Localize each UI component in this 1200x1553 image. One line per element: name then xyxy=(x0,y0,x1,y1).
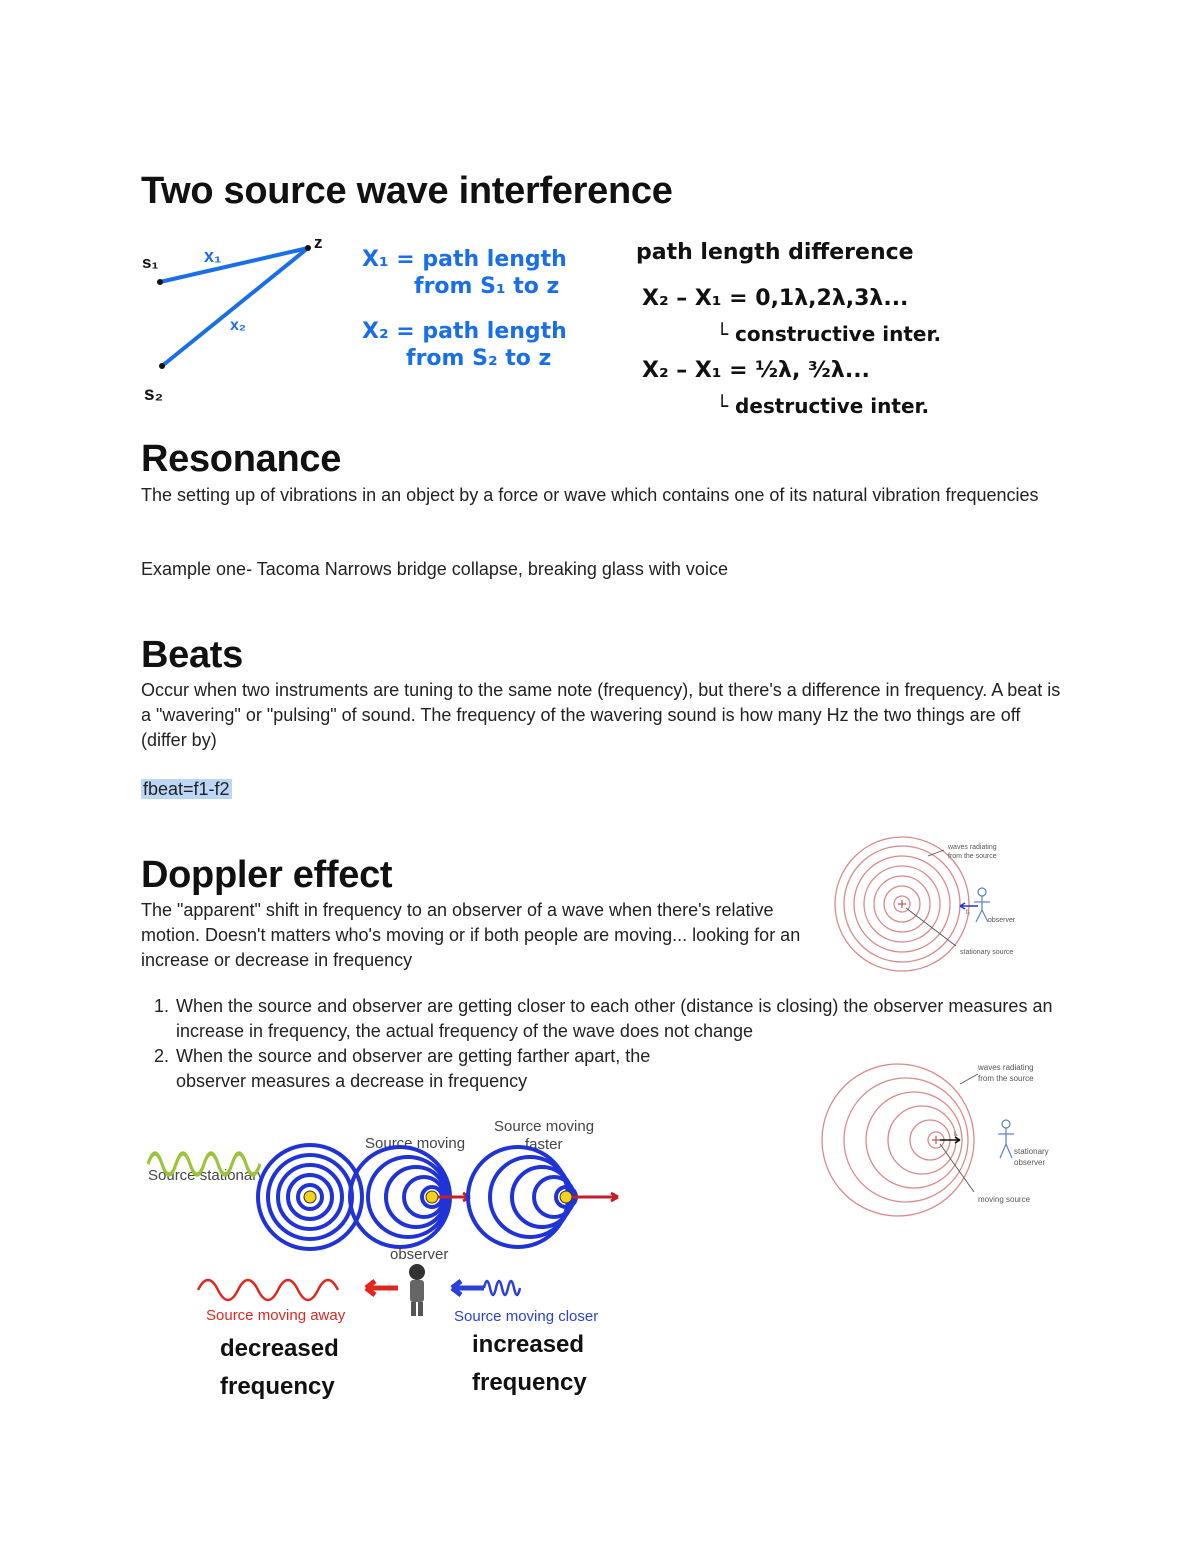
def-x2-line1: X₂ = path length xyxy=(362,319,567,344)
label-source-stationary: Source stationary xyxy=(148,1167,265,1184)
section-title-doppler: Doppler effect xyxy=(141,854,393,896)
red-wave xyxy=(198,1280,338,1300)
label-moving-away: Source moving away xyxy=(206,1307,346,1324)
path-diff-title: path length difference xyxy=(636,240,914,265)
label-observer: observer xyxy=(390,1246,449,1263)
hand-decreased-1: decreased xyxy=(220,1335,339,1362)
label-source-moving: Source moving xyxy=(365,1135,466,1152)
svg-text:waves radiating: waves radiating xyxy=(948,844,997,851)
resonance-definition: The setting up of vibrations in an object by a force or wave which contains one of its natural vibration frequencies xyxy=(141,485,1039,505)
def-x2 xyxy=(362,318,567,372)
def-x1-line2: from S₁ to z xyxy=(414,274,560,299)
point-z xyxy=(305,245,311,251)
label-s1: s₁ xyxy=(142,253,159,272)
svg-text:fₒ: fₒ xyxy=(966,910,970,916)
doppler-figure-sources xyxy=(140,1112,640,1412)
path-diff-note2: └ destructive inter. xyxy=(716,394,930,418)
stationary-observer-icon xyxy=(998,1120,1014,1158)
svg-text:from the source: from the source xyxy=(948,853,997,860)
red-arrow-left-icon xyxy=(366,1281,398,1295)
label-source-faster-2: faster xyxy=(525,1136,563,1153)
label-x2: x₂ xyxy=(230,317,247,334)
resonance-example: Example one- Tacoma Narrows bridge collapse, breaking glass with voice xyxy=(141,559,728,579)
section-title-beats: Beats xyxy=(141,634,243,676)
label-z: z xyxy=(314,233,323,252)
beats-formula-line xyxy=(141,777,232,802)
beats-formula: fbeat=f1-f2 xyxy=(143,779,230,799)
svg-text:stationary: stationary xyxy=(1014,1147,1049,1156)
svg-text:observer: observer xyxy=(988,917,1016,924)
label-source-faster-1: Source moving xyxy=(494,1118,595,1135)
path-diff-note1: └ constructive inter. xyxy=(716,322,942,346)
observer-person-icon xyxy=(409,1264,425,1316)
svg-text:fₛ: fₛ xyxy=(954,1132,958,1138)
svg-text:stationary source: stationary source xyxy=(960,949,1014,956)
doppler-point-2: 2. When the source and observer are getting farther apart, the observer measures a decrease in frequency xyxy=(174,1044,721,1094)
source-dot-icon xyxy=(560,1191,572,1203)
svg-text:observer: observer xyxy=(1014,1158,1046,1167)
label-moving-closer: Source moving closer xyxy=(454,1308,599,1325)
path-diff-eq2: X₂ – X₁ = ½λ, ³⁄₂λ... xyxy=(642,358,870,383)
doppler-figure-stationary xyxy=(832,834,1052,974)
hand-decreased-2: frequency xyxy=(220,1373,335,1400)
svg-text:moving source: moving source xyxy=(978,1195,1031,1204)
svg-text:from the source: from the source xyxy=(978,1074,1034,1083)
blue-arrow-left-icon xyxy=(452,1281,484,1295)
label-s2: s₂ xyxy=(144,384,164,405)
doppler-description: The "apparent" shift in frequency to an observer of a wave when there's relative motion. Doesn't matters who's moving or if both people are moving... looking for an increase or decrease in frequency xyxy=(141,900,801,970)
section-title-resonance: Resonance xyxy=(141,438,342,480)
path-diff-eq1: X₂ – X₁ = 0,1λ,2λ,3λ... xyxy=(642,286,909,311)
hand-increased-1: increased xyxy=(472,1331,585,1358)
point-s1 xyxy=(157,279,163,285)
blue-wave xyxy=(484,1281,520,1295)
hand-increased-2: frequency xyxy=(472,1369,587,1396)
def-x1-line1: X₁ = path length xyxy=(362,247,567,272)
label-x1: x₁ xyxy=(204,246,222,266)
point-s2 xyxy=(159,363,165,369)
doppler-figure-moving xyxy=(808,1054,1068,1224)
def-x1 xyxy=(362,246,567,300)
source-dot-icon xyxy=(426,1191,438,1203)
section-title-interference: Two source wave interference xyxy=(141,170,673,212)
def-x2-line2: from S₂ to z xyxy=(406,346,552,371)
beats-description: Occur when two instruments are tuning to the same note (frequency), but there's a difference in frequency. A beat is a "wavering" or "pulsing" of sound. The frequency of the wavering sound is how many Hz the two things are off (differ by) xyxy=(141,680,1061,750)
interference-sketch xyxy=(138,230,338,410)
red-arrow-icon xyxy=(572,1193,618,1201)
source-dot-icon xyxy=(304,1191,316,1203)
svg-text:waves radiating: waves radiating xyxy=(978,1063,1034,1072)
doppler-point-1: 1. When the source and observer are getting closer to each other (distance is closing) the observer measures an increase in frequency, the actual frequency of the wave does not change xyxy=(174,994,1066,1044)
